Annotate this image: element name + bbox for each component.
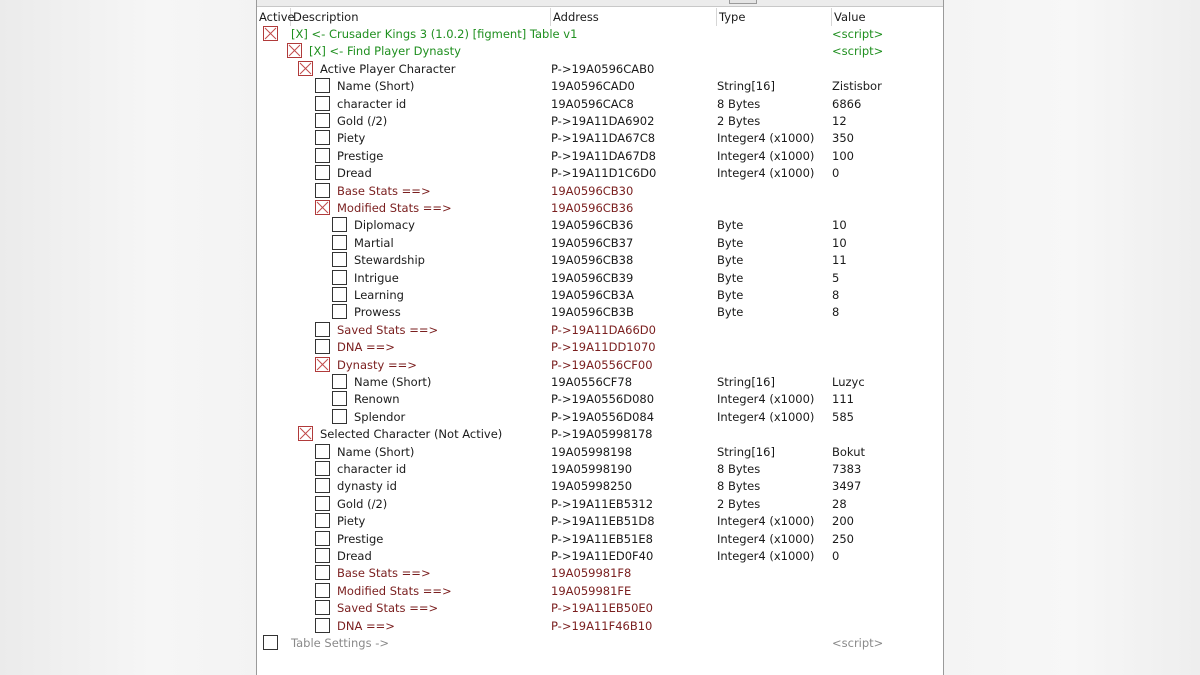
active-checkbox[interactable] [332,217,347,232]
entry-value[interactable]: 585 [832,409,854,424]
entry-address[interactable]: P->19A0556D084 [551,409,655,424]
cross-icon [299,62,312,75]
entry-type[interactable]: Byte [717,270,744,285]
table-row[interactable] [257,391,943,408]
entry-type[interactable]: Integer4 (x1000) [717,514,815,529]
table-row[interactable] [257,531,943,548]
table-row[interactable] [257,461,943,478]
entry-address[interactable]: 19A0596CB30 [551,183,634,198]
table-row[interactable] [257,618,943,635]
table-row[interactable] [257,270,943,287]
entry-description[interactable]: Table Settings -> [291,636,390,650]
cross-icon [299,427,312,440]
entry-address[interactable]: 19A05998190 [551,462,633,476]
entry-value[interactable]: 11 [832,253,847,268]
table-row[interactable] [257,339,943,356]
entry-type[interactable]: 8 Bytes [717,96,761,111]
entry-description[interactable]: character id [337,96,407,111]
table-row[interactable] [257,409,943,426]
entry-value[interactable]: 8 [832,305,840,320]
entry-address[interactable]: 19A05998250 [551,479,633,494]
entry-type[interactable]: Byte [717,235,744,250]
active-checkbox[interactable] [315,496,330,511]
entry-description[interactable]: Active Player Character [320,61,456,76]
table-row[interactable] [257,148,943,165]
entry-description[interactable]: character id [337,462,407,476]
entry-value[interactable]: 5 [832,270,840,285]
entry-value[interactable]: Luzyc [832,375,865,389]
table-row[interactable] [257,78,943,95]
table-row[interactable] [257,635,943,652]
active-checkbox[interactable] [315,444,330,459]
entry-type[interactable]: Integer4 (x1000) [717,549,815,563]
entry-address[interactable]: P->19A11DD1070 [551,340,656,355]
entry-address[interactable]: 19A0596CB38 [551,253,634,268]
entry-address[interactable]: P->19A0556D080 [551,392,655,407]
entry-description[interactable]: Dread [337,549,372,563]
cross-icon [316,358,329,371]
entry-value[interactable]: 111 [832,392,854,407]
active-checkbox[interactable] [332,374,347,389]
active-checkbox[interactable] [315,548,330,563]
active-checkbox[interactable] [332,304,347,319]
entry-type[interactable]: String[16] [717,79,775,94]
entry-description[interactable]: Piety [337,131,366,146]
column-header [257,8,943,26]
entry-description[interactable]: Base Stats ==> [337,566,431,581]
cheat-table-panel [256,0,944,675]
entry-description[interactable]: Modified Stats ==> [337,201,452,215]
table-row[interactable] [257,183,943,200]
active-checkbox[interactable] [315,513,330,528]
active-checkbox[interactable] [315,183,330,198]
table-row[interactable] [257,217,943,234]
entry-type[interactable]: String[16] [717,444,775,459]
entry-value[interactable]: <script> [832,27,884,41]
entry-description[interactable]: Gold (/2) [337,496,388,511]
active-checkbox[interactable] [332,235,347,250]
entry-description[interactable]: Diplomacy [354,218,415,233]
entry-type[interactable]: 8 Bytes [717,479,761,494]
entry-value[interactable]: <script> [832,636,884,650]
entry-type[interactable]: Integer4 (x1000) [717,148,815,163]
header-type[interactable]: Type [717,8,832,26]
active-checkbox[interactable] [332,252,347,267]
entry-value[interactable]: 12 [832,114,847,128]
active-checkbox-checked[interactable] [263,26,278,41]
entry-description[interactable]: dynasty id [337,479,397,494]
entry-description[interactable]: Name (Short) [337,79,415,94]
entry-description[interactable]: Stewardship [354,253,425,268]
active-checkbox[interactable] [315,130,330,145]
entry-address[interactable]: 19A0596CB39 [551,270,634,285]
active-checkbox[interactable] [315,600,330,615]
entry-value[interactable]: 100 [832,148,854,163]
table-row[interactable] [257,165,943,182]
table-row[interactable] [257,496,943,513]
entry-value[interactable]: 10 [832,218,847,233]
entry-address[interactable]: P->19A11D1C6D0 [551,166,657,181]
active-checkbox[interactable] [315,461,330,476]
entry-type[interactable]: 2 Bytes [717,114,761,128]
entry-address[interactable]: P->19A11EB51E8 [551,531,653,546]
entry-type[interactable]: Integer4 (x1000) [717,409,815,424]
active-checkbox[interactable] [315,96,330,111]
entry-address[interactable]: P->19A11DA67D8 [551,148,656,163]
entry-address[interactable]: P->19A11DA66D0 [551,322,656,337]
entry-address[interactable]: 19A0596CB3B [551,305,634,320]
entry-address[interactable]: P->19A11ED0F40 [551,549,654,563]
entry-description[interactable]: Dynasty ==> [337,357,417,372]
table-row[interactable] [257,113,943,130]
active-checkbox-checked[interactable] [298,426,313,441]
table-row[interactable] [257,61,943,78]
entry-type[interactable]: Integer4 (x1000) [717,531,815,546]
entry-description[interactable]: Saved Stats ==> [337,322,439,337]
active-checkbox[interactable] [315,583,330,598]
active-checkbox[interactable] [315,322,330,337]
active-checkbox[interactable] [315,113,330,128]
header-active[interactable]: Active [259,10,295,24]
table-row[interactable] [257,357,943,374]
entry-description[interactable]: Intrigue [354,270,399,285]
background-right [944,0,1200,675]
active-checkbox[interactable] [315,478,330,493]
header-value[interactable]: Value [834,10,866,24]
active-checkbox[interactable] [315,339,330,354]
entry-description[interactable]: Splendor [354,409,406,424]
entry-description[interactable]: Modified Stats ==> [337,583,452,598]
entry-description[interactable]: Saved Stats ==> [337,601,439,616]
entry-address[interactable]: P->19A05998178 [551,427,653,442]
entry-value[interactable]: 350 [832,131,854,146]
entry-description[interactable]: DNA ==> [337,618,395,633]
entry-description[interactable]: Prestige [337,531,384,546]
entry-description[interactable]: Learning [354,288,404,302]
table-row[interactable] [257,600,943,617]
table-row[interactable] [257,96,943,113]
entry-description[interactable]: Dread [337,166,372,181]
entry-description[interactable]: Martial [354,235,394,250]
cross-icon [264,27,277,40]
active-checkbox-checked[interactable] [298,61,313,76]
entry-value[interactable]: 10 [832,235,847,250]
table-row[interactable] [257,200,943,217]
entry-type[interactable]: 8 Bytes [717,462,761,476]
entry-description[interactable]: Base Stats ==> [337,183,431,198]
entry-value[interactable]: 8 [832,288,840,302]
entry-value[interactable]: 3497 [832,479,862,494]
entry-value[interactable]: 7383 [832,462,862,476]
active-checkbox-checked[interactable] [287,43,302,58]
entry-type[interactable]: Byte [717,253,744,268]
entry-address[interactable]: 19A0556CF78 [551,375,633,389]
table-row[interactable] [257,252,943,269]
entry-value[interactable]: 28 [832,496,847,511]
entry-address[interactable]: 19A0596CB37 [551,235,634,250]
entry-value[interactable]: 0 [832,549,840,563]
entry-description[interactable]: Prestige [337,148,384,163]
entry-address[interactable]: 19A0596CAC8 [551,96,634,111]
table-row[interactable] [257,444,943,461]
cross-icon [316,201,329,214]
table-row[interactable] [257,26,943,43]
header-address[interactable]: Address [551,8,717,26]
entry-type[interactable]: Integer4 (x1000) [717,392,815,407]
entry-address[interactable]: P->19A0596CAB0 [551,61,655,76]
active-checkbox[interactable] [332,409,347,424]
active-checkbox[interactable] [332,270,347,285]
entry-value[interactable]: Bokut [832,444,866,459]
entry-description[interactable]: Gold (/2) [337,114,388,128]
table-row[interactable] [257,426,943,443]
entry-address[interactable]: P->19A11F46B10 [551,618,653,633]
active-checkbox[interactable] [315,565,330,580]
entry-value[interactable]: 250 [832,531,854,546]
entry-address[interactable]: P->19A0556CF00 [551,357,653,372]
table-row[interactable] [257,478,943,495]
entry-address[interactable]: 19A0596CB36 [551,218,634,233]
entry-description[interactable]: Name (Short) [354,375,432,389]
entry-address[interactable]: P->19A11EB50E0 [551,601,653,616]
entry-description[interactable]: [X] <- Find Player Dynasty [309,44,461,59]
entry-value[interactable]: <script> [832,44,884,59]
entry-address[interactable]: P->19A11DA6902 [551,114,655,128]
entry-value[interactable]: 0 [832,166,840,181]
entry-address[interactable]: 19A0596CB3A [551,288,634,302]
entry-value[interactable]: 6866 [832,96,862,111]
active-checkbox-checked[interactable] [315,357,330,372]
entry-type[interactable]: Byte [717,288,744,302]
entry-address[interactable]: 19A059981F8 [551,566,632,581]
active-checkbox[interactable] [315,148,330,163]
entry-description[interactable]: Prowess [354,305,401,320]
entry-type[interactable]: String[16] [717,375,775,389]
entry-address[interactable]: 19A059981FE [551,583,632,598]
entry-description[interactable]: Piety [337,514,366,529]
table-row[interactable] [257,374,943,391]
active-checkbox[interactable] [315,618,330,633]
cross-icon [288,44,301,57]
entry-address[interactable]: P->19A11DA67C8 [551,131,656,146]
entry-value[interactable]: Zistisbor [832,79,882,94]
active-checkbox[interactable] [315,78,330,93]
active-checkbox[interactable] [332,391,347,406]
table-row[interactable] [257,322,943,339]
entry-description[interactable]: [X] <- Crusader Kings 3 (1.0.2) [figment] Table v1 [291,27,578,41]
active-checkbox-checked[interactable] [315,200,330,215]
entry-value[interactable]: 200 [832,514,854,529]
active-checkbox[interactable] [315,531,330,546]
entry-address[interactable]: 19A05998198 [551,444,633,459]
background-left [0,0,256,675]
table-row[interactable] [257,304,943,321]
splitter-bar[interactable] [257,0,943,7]
entry-address[interactable]: 19A0596CB36 [551,201,634,215]
table-row[interactable] [257,565,943,582]
table-row[interactable] [257,43,943,60]
table-row[interactable] [257,235,943,252]
table-row[interactable] [257,287,943,304]
header-description[interactable]: Description [291,8,551,26]
entry-address[interactable]: 19A0596CAD0 [551,79,635,94]
active-checkbox[interactable] [263,635,278,650]
entry-type[interactable]: Integer4 (x1000) [717,131,815,146]
table-row[interactable] [257,513,943,530]
entry-description[interactable]: DNA ==> [337,340,395,355]
active-checkbox[interactable] [332,287,347,302]
splitter-grip[interactable] [729,0,757,4]
entry-address[interactable]: P->19A11EB51D8 [551,514,655,529]
entry-type[interactable]: Byte [717,218,744,233]
entry-description[interactable]: Renown [354,392,400,407]
entry-description[interactable]: Selected Character (Not Active) [320,427,503,442]
table-row[interactable] [257,583,943,600]
entry-type[interactable]: 2 Bytes [717,496,761,511]
entry-description[interactable]: Name (Short) [337,444,415,459]
active-checkbox[interactable] [315,165,330,180]
entry-type[interactable]: Integer4 (x1000) [717,166,815,181]
entry-type[interactable]: Byte [717,305,744,320]
entry-address[interactable]: P->19A11EB5312 [551,496,654,511]
table-row[interactable] [257,130,943,147]
table-row[interactable] [257,548,943,565]
